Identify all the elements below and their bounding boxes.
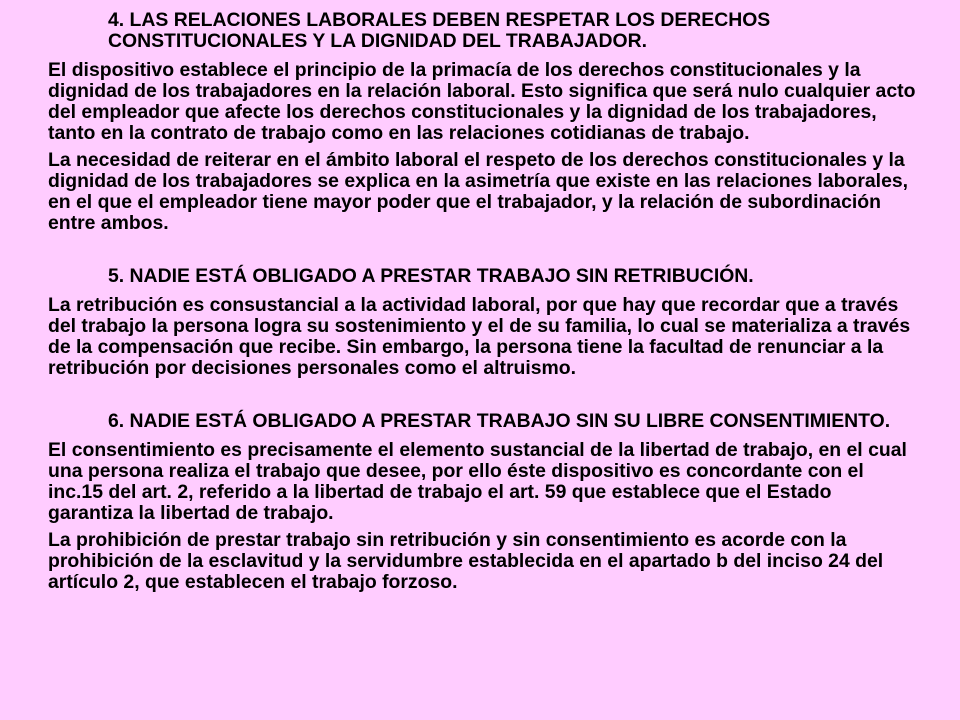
section-spacer bbox=[48, 240, 920, 266]
section-spacer bbox=[48, 385, 920, 411]
section-5 bbox=[48, 266, 920, 379]
section-paragraph: El consentimiento es precisamente el elemento sustancial de la libertad de trabajo, en el cual una persona realiza el trabajo que desee, por ello éste dispositivo es concordante con el inc.15 del art. 2, referido a la libertad de trabajo el art. 59 que establece que el Estado garantiza la libertad de trabajo. bbox=[48, 439, 907, 524]
section-heading: 5. NADIE ESTÁ OBLIGADO A PRESTAR TRABAJO SIN RETRIBUCIÓN. bbox=[108, 265, 754, 287]
section-paragraph: La necesidad de reiterar en el ámbito laboral el respeto de los derechos constitucionales y la dignidad de los trabajadores se explica en la asimetría que existe en las relaciones laborales, en el que el empleador tiene mayor poder que el trabajador, y la relación de subordinación entre ambos. bbox=[48, 149, 909, 234]
section-6 bbox=[48, 411, 920, 593]
section-heading: 6. NADIE ESTÁ OBLIGADO A PRESTAR TRABAJO SIN SU LIBRE CONSENTIMIENTO. bbox=[108, 410, 891, 432]
section-paragraph: La retribución es consustancial a la actividad laboral, por que hay que recordar que a través del trabajo la persona logra su sostenimiento y el de su familia, lo cual se materializa a través de la compensación que recibe. Sin embargo, la persona tiene la facultad de renunciar a la retribución por decisiones personales como el altruismo. bbox=[48, 294, 911, 379]
section-paragraph: El dispositivo establece el principio de la primacía de los derechos constitucionales y la dignidad de los trabajadores en la relación laboral. Esto significa que será nulo cualquier acto del empleador que afecte los derechos constitucionales y la dignidad de los trabajadores, tanto en la contrato de trabajo como en las relaciones cotidianas de trabajo. bbox=[48, 59, 916, 144]
section-4 bbox=[48, 10, 920, 234]
section-heading: 4. LAS RELACIONES LABORALES DEBEN RESPETAR LOS DERECHOS CONSTITUCIONALES Y LA DIGNIDAD DEL TRABAJADOR. bbox=[108, 9, 771, 52]
section-paragraph: La prohibición de prestar trabajo sin retribución y sin consentimiento es acorde con la prohibición de la esclavitud y la servidumbre establecida en el apartado b del inciso 24 del artículo 2, que establecen el trabajo forzoso. bbox=[48, 529, 884, 593]
